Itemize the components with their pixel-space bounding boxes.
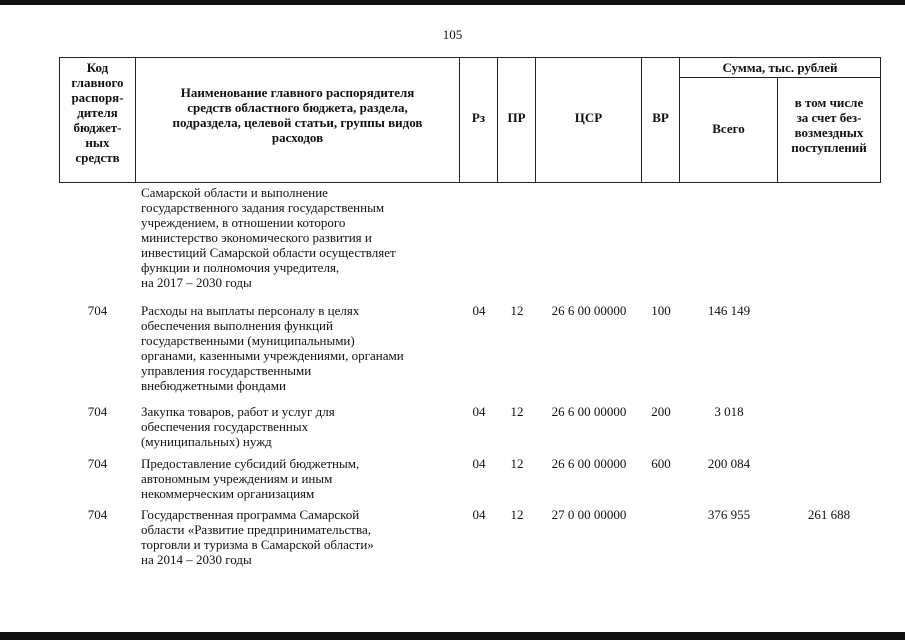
- row-code: 704: [87, 507, 108, 522]
- row-code: 704: [87, 303, 108, 318]
- row-vr: 100: [651, 303, 671, 318]
- header-total: Всего: [712, 121, 745, 136]
- row-pr: 12: [510, 404, 524, 419]
- row-code: 704: [87, 456, 108, 471]
- row-rz: 04: [472, 303, 486, 318]
- row-name: Предоставление субсидий бюджетным, автономным учреждениям и иным некоммерческим организациям: [141, 456, 360, 501]
- row-csr: 27 0 00 00000: [551, 507, 627, 522]
- row-total: 376 955: [707, 507, 751, 522]
- header-vline: [679, 57, 680, 183]
- row-pr: 12: [510, 456, 524, 471]
- row-total: 146 149: [707, 303, 751, 318]
- row-rz: 04: [472, 507, 486, 522]
- row-rz: 04: [472, 456, 486, 471]
- header-sum: Сумма, тыс. рублей: [722, 60, 838, 75]
- row-pr: 12: [510, 303, 524, 318]
- row-vr: 600: [651, 456, 671, 471]
- row-bez: 261 688: [807, 507, 851, 522]
- sum-subheader-rule: [680, 77, 881, 78]
- row-csr: 26 6 00 00000: [551, 456, 627, 471]
- header-bez: в том числе за счет без- возмездных поступлений: [791, 95, 867, 155]
- header-vr: ВР: [652, 110, 669, 125]
- row-name: Закупка товаров, работ и услуг для обеспечения государственных (муниципальных) нужд: [141, 404, 335, 449]
- header-pr: ПР: [507, 110, 526, 125]
- header-name: Наименование главного распорядителя средств областного бюджета, раздела, подраздела, целевой статьи, группы видов расходов: [172, 85, 423, 145]
- row-total: 3 018: [714, 404, 744, 419]
- row-pr: 12: [510, 507, 524, 522]
- row-csr: 26 6 00 00000: [551, 404, 627, 419]
- row-name: Самарской области и выполнение государственного задания государственным учреждением, в отношении которого министерство экономического развития и инвестиций Самарской области осуществляет функции и полномочия учредителя, на 2017 – 2030 годы: [141, 185, 396, 290]
- row-code: 704: [87, 404, 108, 419]
- header-vline: [880, 57, 881, 183]
- header-csr: ЦСР: [574, 110, 603, 125]
- bottom-border: [0, 632, 905, 640]
- page-number: 105: [442, 27, 463, 42]
- header-top-rule: [59, 57, 881, 58]
- row-csr: 26 6 00 00000: [551, 303, 627, 318]
- header-bottom-rule: [59, 182, 881, 183]
- row-name: Расходы на выплаты персоналу в целях обеспечения выполнения функций государственными (муниципальными) органами, казенными учреждениями, органами управления государственными внебюджетными фондами: [141, 303, 404, 393]
- header-rz: Рз: [471, 110, 486, 125]
- row-vr: 200: [651, 404, 671, 419]
- row-name: Государственная программа Самарской области «Развитие предпринимательства, торговли и туризма в Самарской области» на 2014 – 2030 годы: [141, 507, 374, 567]
- row-rz: 04: [472, 404, 486, 419]
- top-border: [0, 0, 905, 5]
- header-code: Код главного распоря- дителя бюджет- ных средств: [71, 60, 124, 165]
- row-total: 200 084: [707, 456, 751, 471]
